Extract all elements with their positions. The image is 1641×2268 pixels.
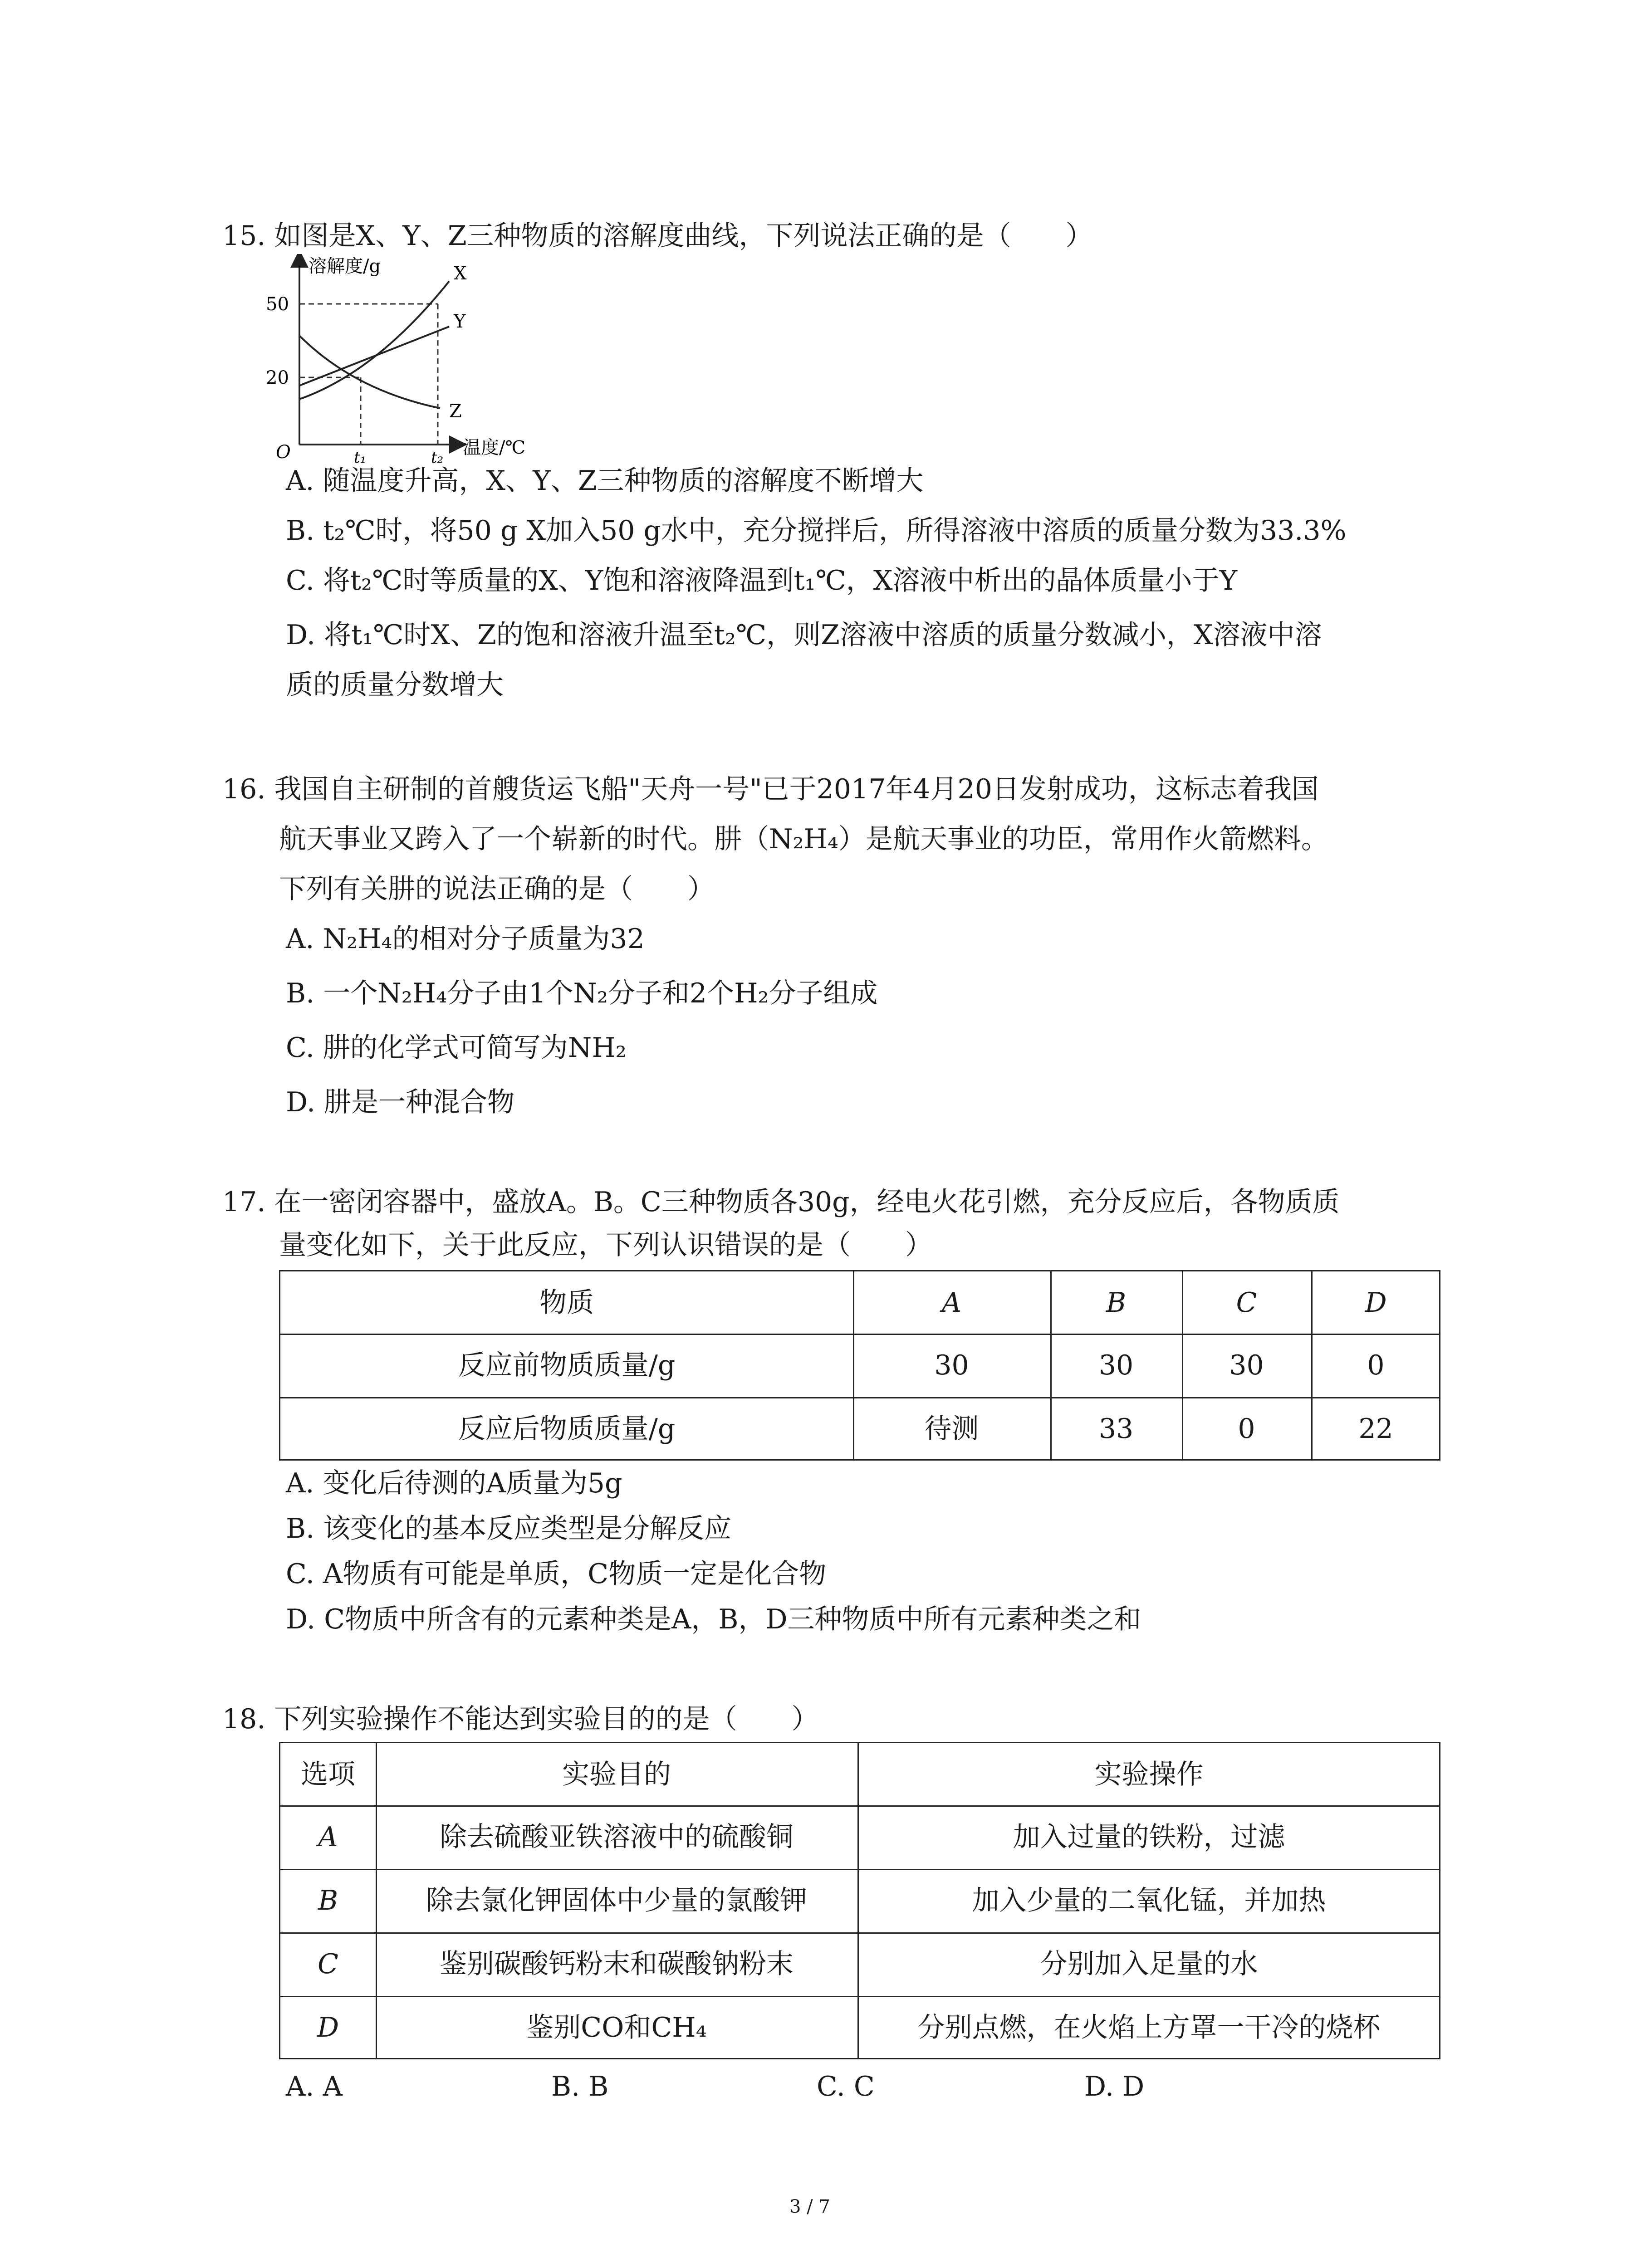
q17-row1-d: 0 <box>1367 1349 1385 1381</box>
q17-row2-b: 33 <box>1098 1413 1134 1445</box>
q18-option-b: B. B <box>551 2071 609 2102</box>
q18-table <box>279 1742 1440 2059</box>
q17-stem-line1: 17. 在一密闭容器中，盛放A。B。C三种物质各30g，经电火花引燃，充分反应后，各物质质 <box>222 1186 1340 1218</box>
q18-row-d-purpose: 鉴别CO和CH₄ <box>526 2012 707 2043</box>
q17-row2-c: 0 <box>1238 1413 1255 1445</box>
q18-row-b-purpose: 除去氯化钾固体中少量的氯酸钾 <box>426 1885 807 1916</box>
q17-row1-a: 30 <box>934 1349 969 1381</box>
q17-row2-a: 待测 <box>924 1413 979 1445</box>
q17-row2-d: 22 <box>1358 1413 1393 1445</box>
y-axis-label: 溶解度/g <box>309 256 381 277</box>
page-number: 3 / 7 <box>789 2196 830 2217</box>
q16-stem-line1: 16. 我国自主研制的首艘货运飞船"天舟一号"已于2017年4月20日发射成功，这标志着我国 <box>222 773 1319 805</box>
label-y: Y <box>454 311 466 332</box>
q16-stem-line3: 下列有关肼的说法正确的是（ ） <box>279 873 715 905</box>
q17-stem-line2: 量变化如下，关于此反应，下列认识错误的是（ ） <box>279 1229 932 1261</box>
q16-option-c: C. 肼的化学式可简写为NH₂ <box>286 1032 627 1064</box>
q17-option-a: A. 变化后待测的A质量为5g <box>286 1467 622 1499</box>
q18-row-c-option: C <box>318 1948 338 1980</box>
q18-stem: 18. 下列实验操作不能达到实验目的的是（ ） <box>222 1703 819 1735</box>
q17-row1-b: 30 <box>1098 1349 1134 1381</box>
tick-20: 20 <box>266 367 289 388</box>
curve-z <box>299 336 440 408</box>
q18-row-b-operation: 加入少量的二氧化锰，并加热 <box>972 1885 1326 1916</box>
tick-t2: t₂ <box>431 449 444 463</box>
q18-row-a-option: A <box>318 1821 338 1853</box>
q18-row-a-purpose: 除去硫酸亚铁溶液中的硫酸铜 <box>440 1821 794 1853</box>
q18-option-a: A. A <box>286 2071 343 2102</box>
q15-option-d-line1: D. 将t₁℃时X、Z的饱和溶液升温至t₂℃，则Z溶液中溶质的质量分数减小，X溶液中溶 <box>286 619 1322 651</box>
q17-header-substance: 物质 <box>539 1286 594 1319</box>
origin-label: O <box>276 442 291 463</box>
q15-option-c: C. 将t₂℃时等质量的X、Y饱和溶液降温到t₁℃，X溶液中析出的晶体质量小于Y <box>286 565 1238 596</box>
q18-row-d-option: D <box>317 2012 339 2043</box>
q18-header-purpose: 实验目的 <box>562 1758 671 1790</box>
label-z: Z <box>449 401 462 422</box>
q17-header-b: B <box>1106 1286 1127 1319</box>
q18-row-a-operation: 加入过量的铁粉，过滤 <box>1013 1821 1285 1853</box>
q18-row-b-option: B <box>318 1885 338 1916</box>
q16-option-d: D. 肼是一种混合物 <box>286 1086 515 1118</box>
q15-stem: 15. 如图是X、Y、Z三种物质的溶解度曲线，下列说法正确的是（ ） <box>222 220 1093 252</box>
q17-header-d: D <box>1365 1286 1387 1319</box>
q18-row-c-purpose: 鉴别碳酸钙粉末和碳酸钠粉末 <box>440 1948 794 1980</box>
q18-header-operation: 实验操作 <box>1094 1758 1204 1790</box>
solubility-chart <box>263 254 572 463</box>
q17-table <box>279 1270 1440 1461</box>
q15-option-b: B. t₂℃时，将50 g X加入50 g水中，充分搅拌后，所得溶液中溶质的质量分数为33.3% <box>286 515 1347 547</box>
q16-option-a: A. N₂H₄的相对分子质量为32 <box>286 923 645 955</box>
q17-row1-label: 反应前物质质量/g <box>458 1349 676 1381</box>
q18-header-option: 选项 <box>301 1758 355 1790</box>
curve-x <box>299 281 449 399</box>
x-axis-label: 温度/℃ <box>463 437 526 458</box>
q16-option-b: B. 一个N₂H₄分子由1个N₂分子和2个H₂分子组成 <box>286 978 878 1009</box>
q18-option-d: D. D <box>1084 2071 1145 2102</box>
q15-option-a: A. 随温度升高，X、Y、Z三种物质的溶解度不断增大 <box>286 465 924 497</box>
q17-header-a: A <box>941 1286 962 1319</box>
q17-header-c: C <box>1236 1286 1257 1319</box>
q18-option-c: C. C <box>817 2071 875 2102</box>
label-x: X <box>454 263 467 284</box>
q15-option-d-line2: 质的质量分数增大 <box>286 669 504 701</box>
q17-row1-c: 30 <box>1229 1349 1264 1381</box>
q18-row-d-operation: 分别点燃，在火焰上方罩一干冷的烧杯 <box>917 2012 1381 2043</box>
q17-option-c: C. A物质有可能是单质，C物质一定是化合物 <box>286 1558 827 1590</box>
tick-t1: t₁ <box>354 449 367 463</box>
tick-50: 50 <box>266 294 289 315</box>
q17-row2-label: 反应后物质质量/g <box>458 1413 676 1445</box>
q17-option-d: D. C物质中所含有的元素种类是A，B，D三种物质中所有元素种类之和 <box>286 1603 1141 1635</box>
q16-stem-line2: 航天事业又跨入了一个崭新的时代。肼（N₂H₄）是航天事业的功臣，常用作火箭燃料。 <box>279 823 1328 855</box>
q17-option-b: B. 该变化的基本反应类型是分解反应 <box>286 1513 732 1545</box>
q18-row-c-operation: 分别加入足量的水 <box>1040 1948 1258 1980</box>
